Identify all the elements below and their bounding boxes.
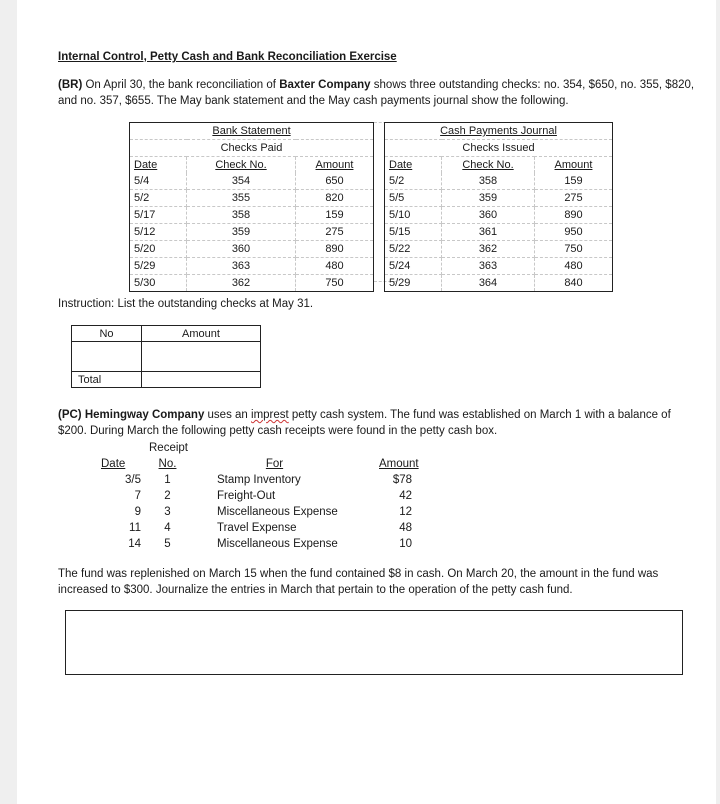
br-text-2: shows three outstanding checks: no. 354, $650, no. 355, $820, and no. 357, $655. The May bank statement and the May cash payments journal show the following. <box>58 79 695 107</box>
bank-row <box>130 275 374 292</box>
receipt-for: Travel Expense <box>217 522 297 534</box>
cash-row <box>385 275 613 292</box>
receipt-amount: $78 <box>392 474 412 486</box>
receipt-for: Miscellaneous Expense <box>217 538 338 550</box>
row-check-no: 363 <box>187 258 296 275</box>
row-date: 5/2 <box>385 173 442 190</box>
row-amount: 480 <box>296 258 374 275</box>
br-text-1: On April 30, the bank reconciliation of <box>82 79 280 91</box>
document-page <box>17 0 716 804</box>
outstanding-col-amount: Amount <box>182 327 220 340</box>
bank-header-amount: Amount <box>315 159 354 171</box>
row-date: 5/15 <box>385 224 442 241</box>
row-amount: 275 <box>296 224 374 241</box>
receipt-amount: 12 <box>399 506 412 518</box>
receipt-no: 4 <box>164 522 171 534</box>
row-check-no: 361 <box>442 224 535 241</box>
row-amount: 650 <box>296 173 374 190</box>
bank-statement-table <box>129 122 374 292</box>
row-check-no: 363 <box>442 258 535 275</box>
cash-row <box>385 224 613 241</box>
pc-text-1: uses an <box>204 409 252 421</box>
row-date: 5/22 <box>385 241 442 258</box>
bank-header-check: Check No. <box>215 159 267 171</box>
row-date: 5/5 <box>385 190 442 207</box>
row-check-no: 355 <box>187 190 296 207</box>
receipt-no: 2 <box>164 490 171 502</box>
receipt-date: 14 <box>128 538 141 550</box>
outstanding-amount-input[interactable] <box>142 342 261 372</box>
outstanding-total-input[interactable] <box>142 372 261 388</box>
row-date: 5/10 <box>385 207 442 224</box>
receipt-date: 9 <box>134 506 141 518</box>
bank-row <box>130 224 374 241</box>
receipt-date: 11 <box>129 522 141 534</box>
cash-header-check: Check No. <box>462 159 514 171</box>
cash-row <box>385 241 613 258</box>
journal-answer-box[interactable] <box>65 610 683 675</box>
bank-statement-title: Bank Statement <box>212 125 291 137</box>
outstanding-no-input[interactable] <box>72 342 142 372</box>
row-date: 5/17 <box>130 207 187 224</box>
row-amount: 950 <box>535 224 613 241</box>
pc-text-2: petty cash system. The fund was established on March 1 with a balance of $200. During March the following petty cash receipts were found in the petty cash box. <box>58 409 671 437</box>
bank-row <box>130 190 374 207</box>
row-date: 5/2 <box>130 190 187 207</box>
receipt-for: Miscellaneous Expense <box>217 506 338 518</box>
row-check-no: 358 <box>442 173 535 190</box>
pc-imprest: imprest <box>251 409 289 421</box>
row-check-no: 360 <box>187 241 296 258</box>
outstanding-col-no: No <box>99 327 114 340</box>
row-check-no: 362 <box>442 241 535 258</box>
row-amount: 750 <box>325 277 344 289</box>
row-date: 5/30 <box>130 275 187 292</box>
pc-tag: (PC) <box>58 409 82 421</box>
receipt-amount: 42 <box>399 490 412 502</box>
row-amount: 159 <box>296 207 374 224</box>
bank-row <box>130 258 374 275</box>
cash-header-amount: Amount <box>554 159 593 171</box>
cash-row <box>385 258 613 275</box>
row-date: 5/4 <box>130 173 187 190</box>
row-date: 5/20 <box>130 241 187 258</box>
cash-row <box>385 190 613 207</box>
bank-row <box>130 207 374 224</box>
cash-row <box>385 207 613 224</box>
row-check-no: 362 <box>187 275 296 292</box>
receipt-for: Freight-Out <box>217 490 276 502</box>
bank-row <box>130 173 374 190</box>
row-amount: 840 <box>564 277 583 289</box>
receipt-amount: 10 <box>399 538 412 550</box>
receipt-no: 5 <box>164 538 171 550</box>
receipts-header-amount: Amount <box>379 458 419 470</box>
row-check-no: 359 <box>442 190 535 207</box>
br-paragraph <box>58 77 698 109</box>
br-company: Baxter Company <box>279 79 371 91</box>
row-check-no: 360 <box>442 207 535 224</box>
cash-payments-table <box>384 122 613 292</box>
receipt-for: Stamp Inventory <box>217 474 301 486</box>
receipts-header-for: For <box>265 458 284 470</box>
row-amount: 890 <box>296 241 374 258</box>
row-amount: 890 <box>535 207 613 224</box>
row-date: 5/29 <box>130 258 187 275</box>
row-amount: 275 <box>535 190 613 207</box>
receipt-date: 3/5 <box>125 474 141 486</box>
receipt-no: 1 <box>164 474 171 486</box>
row-check-no: 358 <box>187 207 296 224</box>
instruction-text: Instruction: List the outstanding checks at May 31. <box>58 298 314 310</box>
receipt-amount: 48 <box>399 522 412 534</box>
cash-row <box>385 173 613 190</box>
row-amount: 750 <box>535 241 613 258</box>
page-title: Internal Control, Petty Cash and Bank Reconciliation Exercise <box>58 51 397 63</box>
receipt-no: 3 <box>164 506 171 518</box>
bank-header-date: Date <box>134 159 158 171</box>
row-date: 5/29 <box>385 275 442 292</box>
outstanding-checks-table <box>71 325 261 388</box>
receipts-header-date: Date <box>101 458 126 470</box>
receipts-header-no: No. <box>158 458 177 470</box>
row-check-no: 359 <box>187 224 296 241</box>
receipts-header-receipt: Receipt <box>149 442 188 454</box>
row-amount: 480 <box>535 258 613 275</box>
receipt-date: 7 <box>134 490 141 502</box>
bank-row <box>130 241 374 258</box>
cash-journal-title: Cash Payments Journal <box>440 125 557 137</box>
replenish-paragraph: The fund was replenished on March 15 when the fund contained $8 in cash. On March 20, the amount in the fund was increased to $300. Journalize the entries in March that pertain to the operation of the petty cash fund. <box>58 568 659 596</box>
cash-journal-subtitle: Checks Issued <box>462 142 535 154</box>
row-date: 5/12 <box>130 224 187 241</box>
row-date: 5/24 <box>385 258 442 275</box>
pc-paragraph <box>58 407 698 439</box>
row-check-no: 364 <box>442 275 535 292</box>
row-amount: 820 <box>296 190 374 207</box>
row-amount: 159 <box>535 173 613 190</box>
outstanding-total-label: Total <box>78 373 102 386</box>
br-tag: (BR) <box>58 79 83 91</box>
pc-company: Hemingway Company <box>84 409 205 421</box>
cash-header-date: Date <box>389 159 413 171</box>
bank-statement-subtitle: Checks Paid <box>220 142 283 154</box>
row-check-no: 354 <box>187 173 296 190</box>
